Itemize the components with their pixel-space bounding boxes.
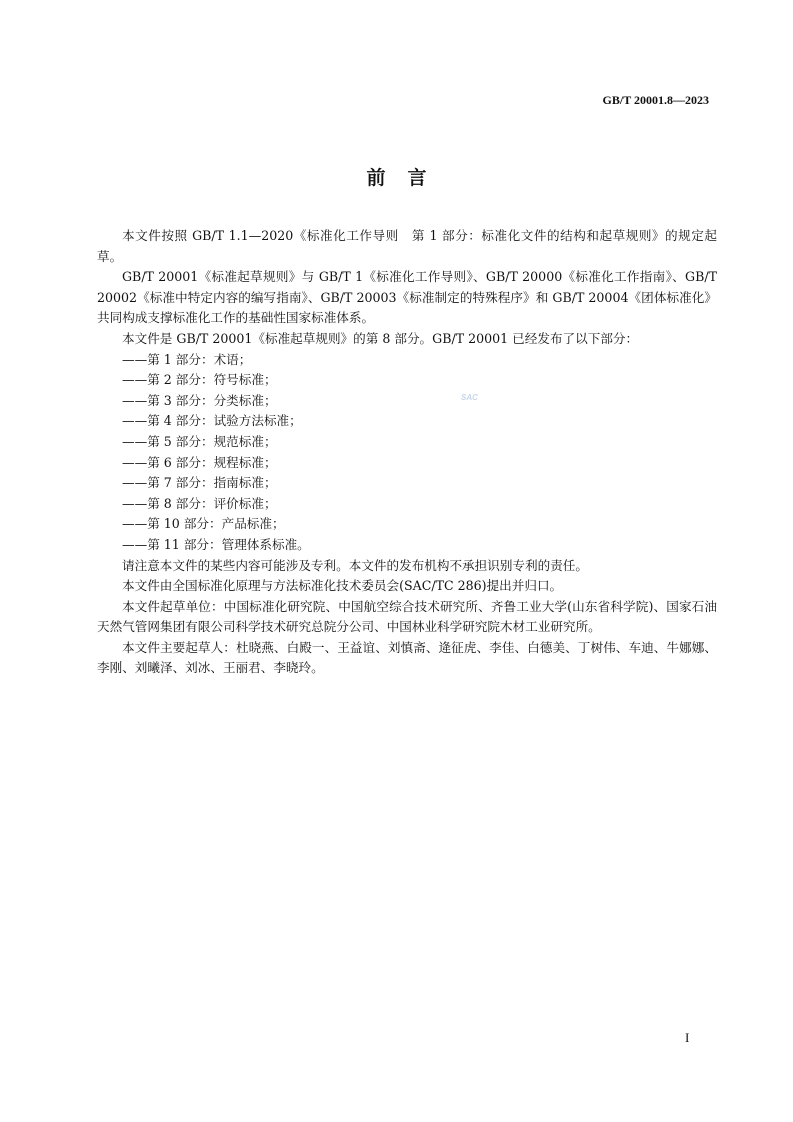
standard-number-header: GB/T 20001.8—2023	[602, 93, 709, 107]
list-item: ——第 10 部分：产品标准；	[122, 516, 285, 532]
list-item: ——第 3 部分：分类标准；	[122, 392, 277, 408]
paragraph: GB/T 20001《标准起草规则》与 GB/T 1《标准化工作导则》、GB/T 20000《标准化工作指南》、GB/T 20002《标准中特定内容的编写指南》、GB/T 20003《标准制定的特殊程序》和 GB/T 20004《团体标准化》共同构成支撑标准化工作的基础性国家标准体系。	[97, 269, 717, 326]
page-title: 前言	[366, 167, 449, 189]
list-item: ——第 8 部分：评价标准；	[122, 495, 277, 511]
list-item: ——第 2 部分：符号标准；	[122, 372, 277, 388]
drafters-paragraph: 本文件主要起草人：杜晓燕、白殿一、王益谊、刘慎斋、逄征虎、李佳、白德美、丁树伟、车迪、牛娜娜、李刚、刘曦泽、刘冰、王丽君、李晓玲。	[97, 639, 717, 676]
list-item: ——第 6 部分：规程标准；	[122, 454, 277, 470]
drafting-units-paragraph: 本文件起草单位：中国标准化研究院、中国航空综合技术研究所、齐鲁工业大学(山东省科学院)、国家石油天然气管网集团有限公司科学技术研究总院分公司、中国林业科学研究院木材工业研究所。	[97, 598, 717, 635]
patent-notice: 请注意本文件的某些内容可能涉及专利。本文件的发布机构不承担识别专利的责任。	[122, 557, 588, 573]
paragraph: 本文件按照 GB/T 1.1—2020《标准化工作导则 第 1 部分：标准化文件的结构和起草规则》的规定起草。	[97, 228, 717, 264]
list-item: ——第 5 部分：规范标准；	[122, 433, 277, 449]
proposer-paragraph: 本文件由全国标准化原理与方法标准化技术委员会(SAC/TC 286)提出并归口。	[122, 578, 563, 594]
foreword-body	[97, 226, 717, 679]
list-item: ——第 7 部分：指南标准；	[122, 475, 277, 491]
list-item: ——第 11 部分：管理体系标准。	[122, 536, 310, 552]
paragraph: 本文件是 GB/T 20001《标准起草规则》的第 8 部分。GB/T 20001 已经发布了以下部分：	[122, 330, 639, 346]
page-number: I	[685, 1030, 690, 1045]
list-item: ——第 1 部分：术语；	[122, 351, 252, 367]
list-item: ——第 4 部分：试验方法标准；	[122, 413, 302, 429]
sac-watermark: SAC	[461, 393, 478, 402]
